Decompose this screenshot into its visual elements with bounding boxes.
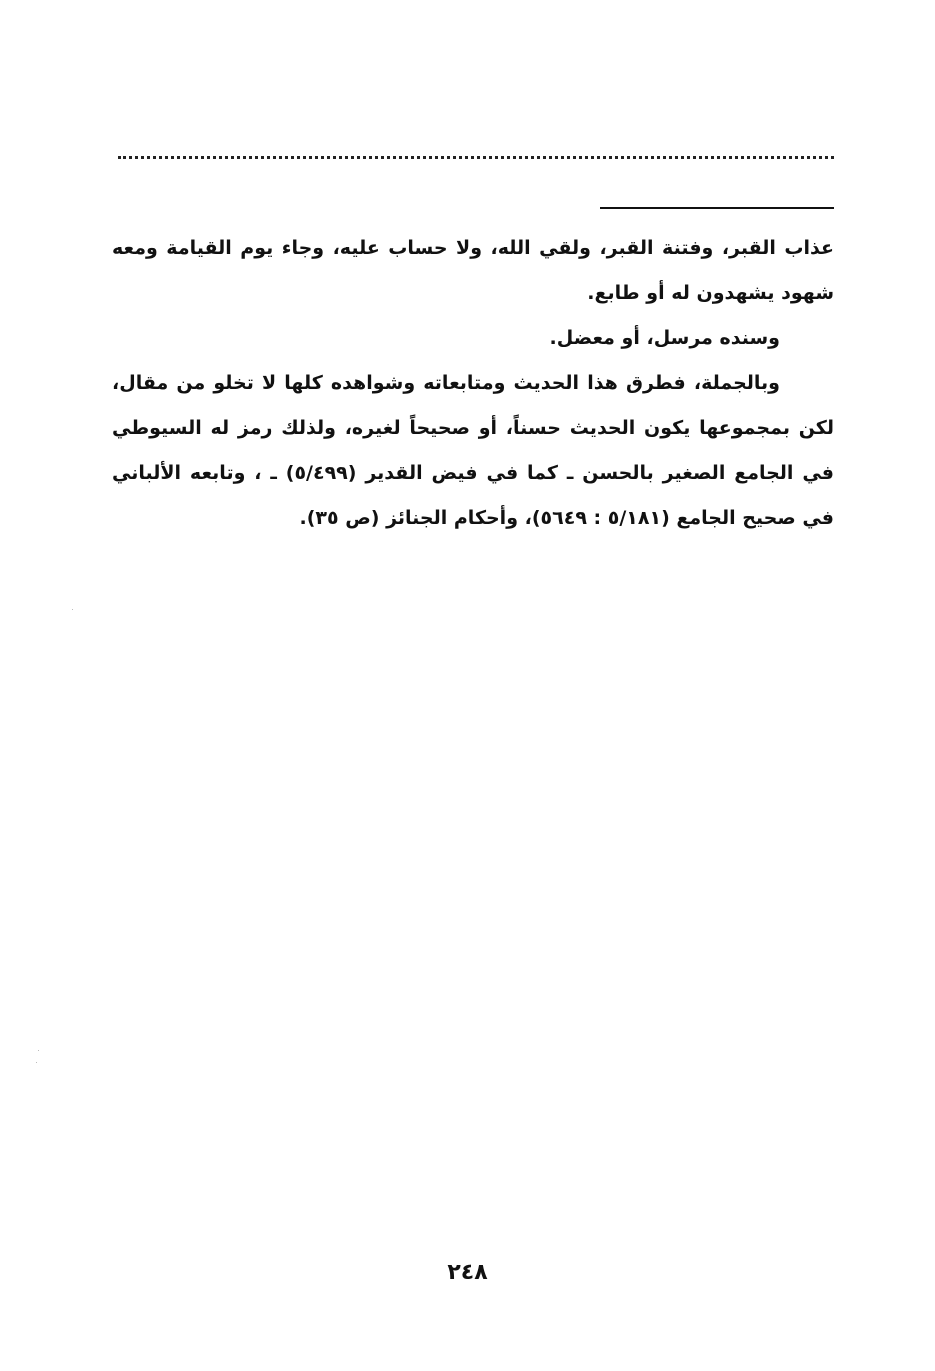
scan-speck — [72, 609, 73, 610]
page-number: ٢٤٨ — [447, 1260, 488, 1285]
scan-speck — [36, 1062, 37, 1063]
footnote-paragraph: عذاب القبر، وفتنة القبر، ولقي الله، ولا حساب عليه، وجاء يوم القيامة ومعه شهود يشهدون له أو طابع. — [112, 237, 834, 304]
footnote-text — [112, 226, 834, 541]
footnote-paragraph: وبالجملة، فطرق هذا الحديث ومتابعاته وشواهده كلها لا تخلو من مقال، لكن بمجموعها يكون الحديث حسناً، أو صحيحاً لغيره، ولذلك رمز له السيوطي في الجامع الصغير بالحسن ـ كما في فيض القدير (٥/٤٩٩) ـ ، وتابعه الألباني في صحيح الجامع (٥/١٨١ : ٥٦٤٩)، وأحكام الجنائز (ص ٣٥). — [112, 372, 834, 529]
scan-speck — [38, 1050, 39, 1051]
dotted-separator — [118, 156, 834, 159]
footnote-rule — [600, 207, 834, 209]
footnote-paragraph: وسنده مرسل، أو معضل. — [549, 327, 780, 349]
